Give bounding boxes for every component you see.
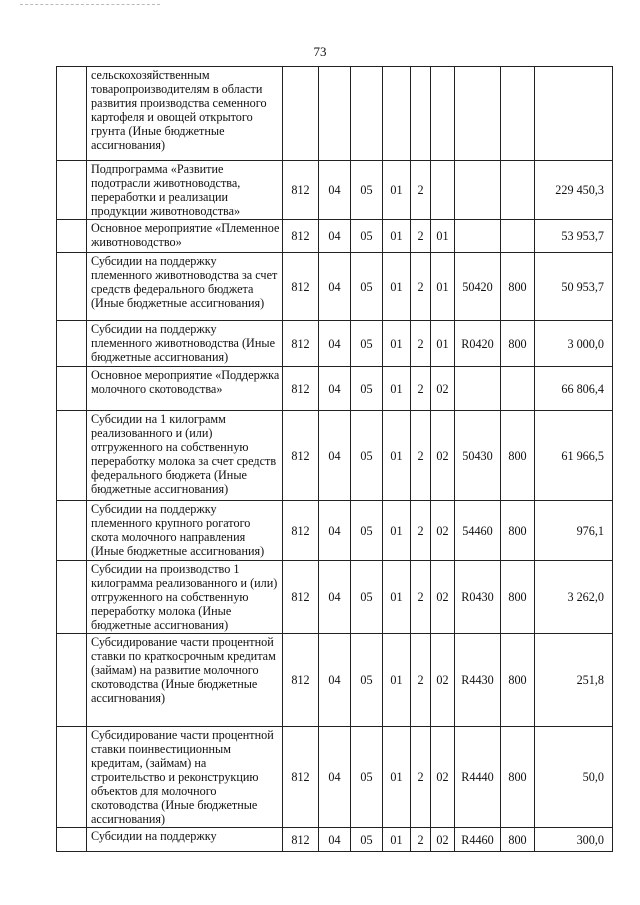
cell-sum: 229 450,3 (535, 161, 613, 220)
cell-pr (351, 67, 383, 161)
cell-p4 (455, 220, 501, 253)
cell-p4 (455, 67, 501, 161)
cell-p1: 01 (383, 501, 411, 561)
cell-p2: 2 (411, 367, 431, 411)
cell-p1: 01 (383, 727, 411, 828)
cell-empty (57, 67, 87, 161)
cell-empty (57, 220, 87, 253)
table-row (57, 561, 613, 634)
cell-empty (57, 727, 87, 828)
cell-empty (57, 828, 87, 852)
cell-sum: 66 806,4 (535, 367, 613, 411)
cell-pr: 05 (351, 321, 383, 367)
cell-pr: 05 (351, 634, 383, 727)
cell-p2: 2 (411, 161, 431, 220)
cell-empty (57, 367, 87, 411)
cell-p3: 01 (431, 253, 455, 321)
cell-p2: 2 (411, 727, 431, 828)
budget-table (56, 66, 613, 852)
cell-p3: 02 (431, 411, 455, 501)
cell-gr: 812 (283, 561, 319, 634)
cell-rz: 04 (319, 561, 351, 634)
cell-p2: 2 (411, 321, 431, 367)
cell-p3: 02 (431, 828, 455, 852)
cell-name: Основное мероприятие «Племенное животноводство» (87, 220, 283, 253)
cell-empty (57, 253, 87, 321)
cell-vr (501, 161, 535, 220)
cell-rz: 04 (319, 634, 351, 727)
cell-p4: 50420 (455, 253, 501, 321)
cell-p4 (455, 367, 501, 411)
cell-pr: 05 (351, 220, 383, 253)
table-row (57, 411, 613, 501)
cell-name: Субсидии на поддержку (87, 828, 283, 852)
cell-sum: 251,8 (535, 634, 613, 727)
cell-p4: R0420 (455, 321, 501, 367)
cell-p4: 50430 (455, 411, 501, 501)
cell-p2: 2 (411, 501, 431, 561)
cell-p1: 01 (383, 253, 411, 321)
cell-pr: 05 (351, 561, 383, 634)
cell-gr (283, 67, 319, 161)
cell-p4: R4460 (455, 828, 501, 852)
cell-gr: 812 (283, 367, 319, 411)
cell-vr: 800 (501, 321, 535, 367)
table-row (57, 253, 613, 321)
cell-p3: 01 (431, 321, 455, 367)
cell-pr: 05 (351, 501, 383, 561)
cell-rz: 04 (319, 220, 351, 253)
cell-vr (501, 367, 535, 411)
cell-vr: 800 (501, 727, 535, 828)
table-row (57, 161, 613, 220)
cell-name: Основное мероприятие «Поддержка молочного скотоводства» (87, 367, 283, 411)
cell-vr: 800 (501, 411, 535, 501)
cell-p3: 02 (431, 367, 455, 411)
cell-sum: 50,0 (535, 727, 613, 828)
cell-vr: 800 (501, 561, 535, 634)
cell-vr: 800 (501, 828, 535, 852)
cell-name: Субсидирование части процентной ставки по краткосрочным кредитам (займам) на развитие молочного скотоводства (Иные бюджетные ассигнования) (87, 634, 283, 727)
page-number: 73 (313, 44, 327, 59)
cell-pr: 05 (351, 253, 383, 321)
cell-p3: 02 (431, 561, 455, 634)
cell-vr: 800 (501, 501, 535, 561)
cell-name: Подпрограмма «Развитие подотрасли животноводства, переработки и реализации продукции животноводства» (87, 161, 283, 220)
cell-p2: 2 (411, 634, 431, 727)
table-row (57, 501, 613, 561)
cell-pr: 05 (351, 367, 383, 411)
cell-p3: 02 (431, 501, 455, 561)
cell-name: Субсидии на поддержку племенного животноводства за счет средств федерального бюджета (Иные бюджетные ассигнования) (87, 253, 283, 321)
cell-pr: 05 (351, 727, 383, 828)
cell-gr: 812 (283, 220, 319, 253)
cell-sum: 976,1 (535, 501, 613, 561)
cell-p4: R4430 (455, 634, 501, 727)
cell-p2: 2 (411, 828, 431, 852)
cell-p2: 2 (411, 561, 431, 634)
table-row (57, 67, 613, 161)
cell-name: Субсидирование части процентной ставки поинвестиционным кредитам, (займам) на строительство и реконструкцию объектов для молочного скотоводства (Иные бюджетные ассигнования) (87, 727, 283, 828)
cell-rz: 04 (319, 367, 351, 411)
cell-name: сельскохозяйственным товаропроизводителям в области развития производства семенного картофеля и овощей открытого грунта (Иные бюджетные ассигнования) (87, 67, 283, 161)
cell-name: Субсидии на поддержку племенного животноводства (Иные бюджетные ассигнования) (87, 321, 283, 367)
cell-p2 (411, 67, 431, 161)
cell-pr: 05 (351, 828, 383, 852)
cell-p4: 54460 (455, 501, 501, 561)
cell-gr: 812 (283, 634, 319, 727)
cell-empty (57, 411, 87, 501)
cell-p2: 2 (411, 411, 431, 501)
cell-p3 (431, 67, 455, 161)
table-row (57, 828, 613, 852)
cell-sum: 61 966,5 (535, 411, 613, 501)
cell-vr (501, 220, 535, 253)
table-body (57, 67, 613, 852)
cell-gr: 812 (283, 253, 319, 321)
cell-sum: 3 000,0 (535, 321, 613, 367)
cell-rz (319, 67, 351, 161)
cell-empty (57, 161, 87, 220)
cell-gr: 812 (283, 321, 319, 367)
cell-p1: 01 (383, 367, 411, 411)
cell-rz: 04 (319, 321, 351, 367)
cell-sum: 50 953,7 (535, 253, 613, 321)
cell-p1: 01 (383, 561, 411, 634)
cell-p4 (455, 161, 501, 220)
cell-rz: 04 (319, 501, 351, 561)
cell-p2: 2 (411, 253, 431, 321)
cell-p1: 01 (383, 161, 411, 220)
cell-p4: R0430 (455, 561, 501, 634)
table-row (57, 321, 613, 367)
cell-name: Субсидии на 1 килограмм реализованного и (или) отгруженного на собственную переработку молока за счет средств федерального бюджета (Иные бюджетные ассигнования) (87, 411, 283, 501)
cell-gr: 812 (283, 828, 319, 852)
cell-name: Субсидии на поддержку племенного крупного рогатого скота молочного направления (Иные бюджетные ассигнования) (87, 501, 283, 561)
cell-pr: 05 (351, 161, 383, 220)
cell-empty (57, 501, 87, 561)
scan-artifact (20, 0, 160, 5)
cell-vr: 800 (501, 634, 535, 727)
cell-p1: 01 (383, 321, 411, 367)
cell-empty (57, 561, 87, 634)
cell-sum: 300,0 (535, 828, 613, 852)
cell-gr: 812 (283, 411, 319, 501)
cell-rz: 04 (319, 828, 351, 852)
cell-rz: 04 (319, 161, 351, 220)
cell-vr (501, 67, 535, 161)
cell-p1: 01 (383, 411, 411, 501)
table-row (57, 634, 613, 727)
table-row (57, 220, 613, 253)
cell-p4: R4440 (455, 727, 501, 828)
cell-rz: 04 (319, 411, 351, 501)
cell-p3 (431, 161, 455, 220)
cell-vr: 800 (501, 253, 535, 321)
cell-gr: 812 (283, 161, 319, 220)
cell-p2: 2 (411, 220, 431, 253)
cell-pr: 05 (351, 411, 383, 501)
cell-p1: 01 (383, 634, 411, 727)
cell-gr: 812 (283, 501, 319, 561)
cell-p3: 02 (431, 727, 455, 828)
cell-p1: 01 (383, 220, 411, 253)
cell-sum (535, 67, 613, 161)
cell-rz: 04 (319, 727, 351, 828)
table-row (57, 727, 613, 828)
cell-p3: 01 (431, 220, 455, 253)
cell-p3: 02 (431, 634, 455, 727)
cell-empty (57, 634, 87, 727)
cell-p1: 01 (383, 828, 411, 852)
cell-name: Субсидии на производство 1 килограмма реализованного и (или) отгруженного на собственную переработку молока (Иные бюджетные ассигнования) (87, 561, 283, 634)
cell-p1 (383, 67, 411, 161)
cell-empty (57, 321, 87, 367)
cell-sum: 3 262,0 (535, 561, 613, 634)
cell-gr: 812 (283, 727, 319, 828)
cell-rz: 04 (319, 253, 351, 321)
cell-sum: 53 953,7 (535, 220, 613, 253)
table-row (57, 367, 613, 411)
